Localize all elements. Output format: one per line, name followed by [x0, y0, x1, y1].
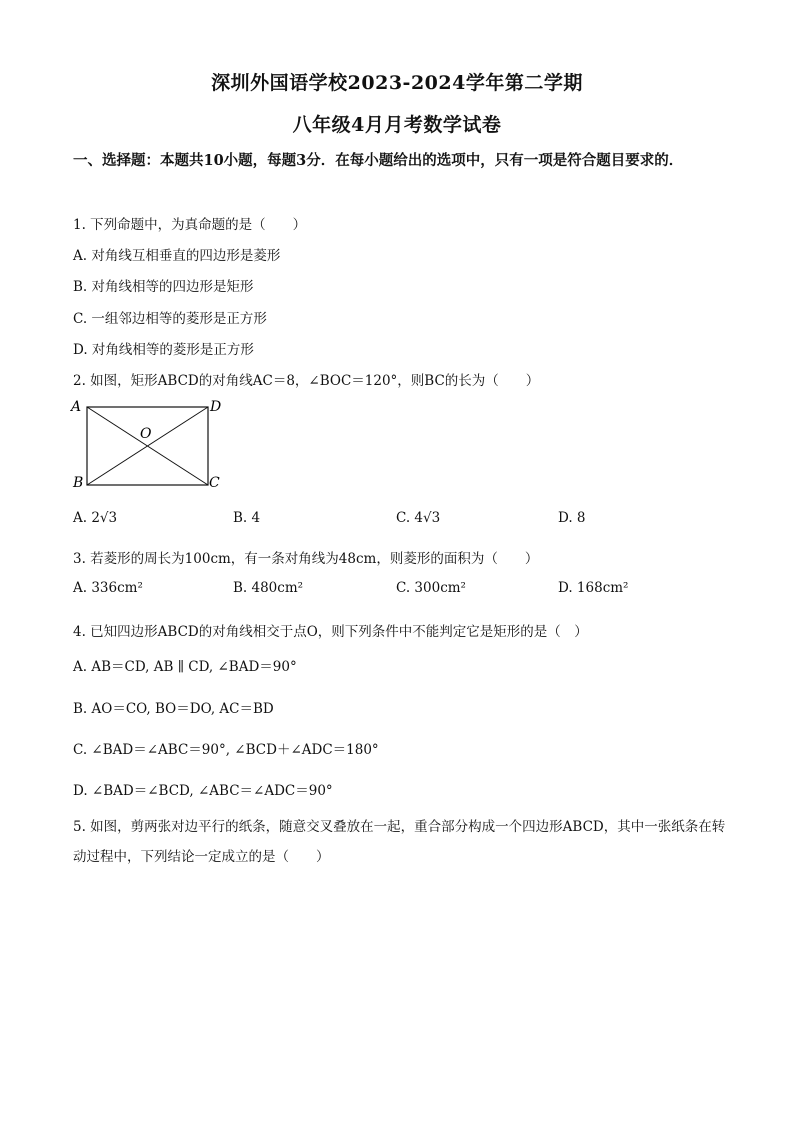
question-3-option-c: C. 300cm²	[396, 580, 466, 596]
exam-title-line2: 八年级4月月考数学试卷	[292, 114, 502, 136]
question-2-option-c: C. 4√3	[396, 510, 441, 526]
exam-title-line1: 深圳外国语学校2023-2024学年第二学期	[211, 72, 583, 94]
question-1-stem: 1. 下列命题中，为真命题的是（ ）	[73, 217, 307, 233]
question-4-option-b: B. AO＝CO, BO＝DO, AC＝BD	[73, 701, 274, 717]
label-c: C	[209, 475, 220, 491]
question-3-option-b: B. 480cm²	[233, 580, 304, 596]
question-4-option-d: D. ∠BAD＝∠BCD, ∠ABC＝∠ADC＝90°	[73, 783, 333, 799]
section-heading: 一、选择题：本题共10小题，每题3分．在每小题给出的选项中，只有一项是符合题目要求的．	[73, 152, 684, 169]
question-2-option-a: A. 2√3	[73, 510, 118, 526]
question-5-stem: 5. 如图，剪两张对边平行的纸条，随意交叉叠放在一起，重合部分构成一个四边形ABCD，其中一张纸条在转动过程中，下列结论一定成立的是（ ）	[73, 819, 726, 865]
question-4-stem: 4. 已知四边形ABCD的对角线相交于点O，则下列条件中不能判定它是矩形的是（ ）	[73, 624, 588, 640]
question-1-option-a: A. 对角线互相垂直的四边形是菱形	[73, 248, 281, 264]
question-2-option-d: D. 8	[558, 510, 586, 526]
question-1-option-c: C. 一组邻边相等的菱形是正方形	[73, 311, 267, 327]
question-3-option-a: A. 336cm²	[73, 580, 143, 596]
label-a: A	[71, 399, 82, 415]
question-2-option-b: B. 4	[233, 510, 261, 526]
label-o: O	[140, 426, 152, 442]
label-d: D	[210, 399, 222, 415]
question-1-option-d: D. 对角线相等的菱形是正方形	[73, 342, 254, 358]
question-3-stem: 3. 若菱形的周长为100cm，有一条对角线为48cm，则菱形的面积为（ ）	[73, 551, 539, 567]
label-b: B	[73, 475, 84, 491]
rectangle-figure	[70, 398, 230, 496]
question-4-option-c: C. ∠BAD＝∠ABC＝90°, ∠BCD＋∠ADC＝180°	[73, 742, 379, 758]
question-4-option-a: A. AB＝CD, AB ∥ CD, ∠BAD＝90°	[73, 659, 297, 675]
question-1-option-b: B. 对角线相等的四边形是矩形	[73, 279, 254, 295]
question-3-option-d: D. 168cm²	[558, 580, 629, 596]
question-2-stem: 2. 如图，矩形ABCD的对角线AC＝8，∠BOC＝120°，则BC的长为（ ）	[73, 373, 540, 389]
